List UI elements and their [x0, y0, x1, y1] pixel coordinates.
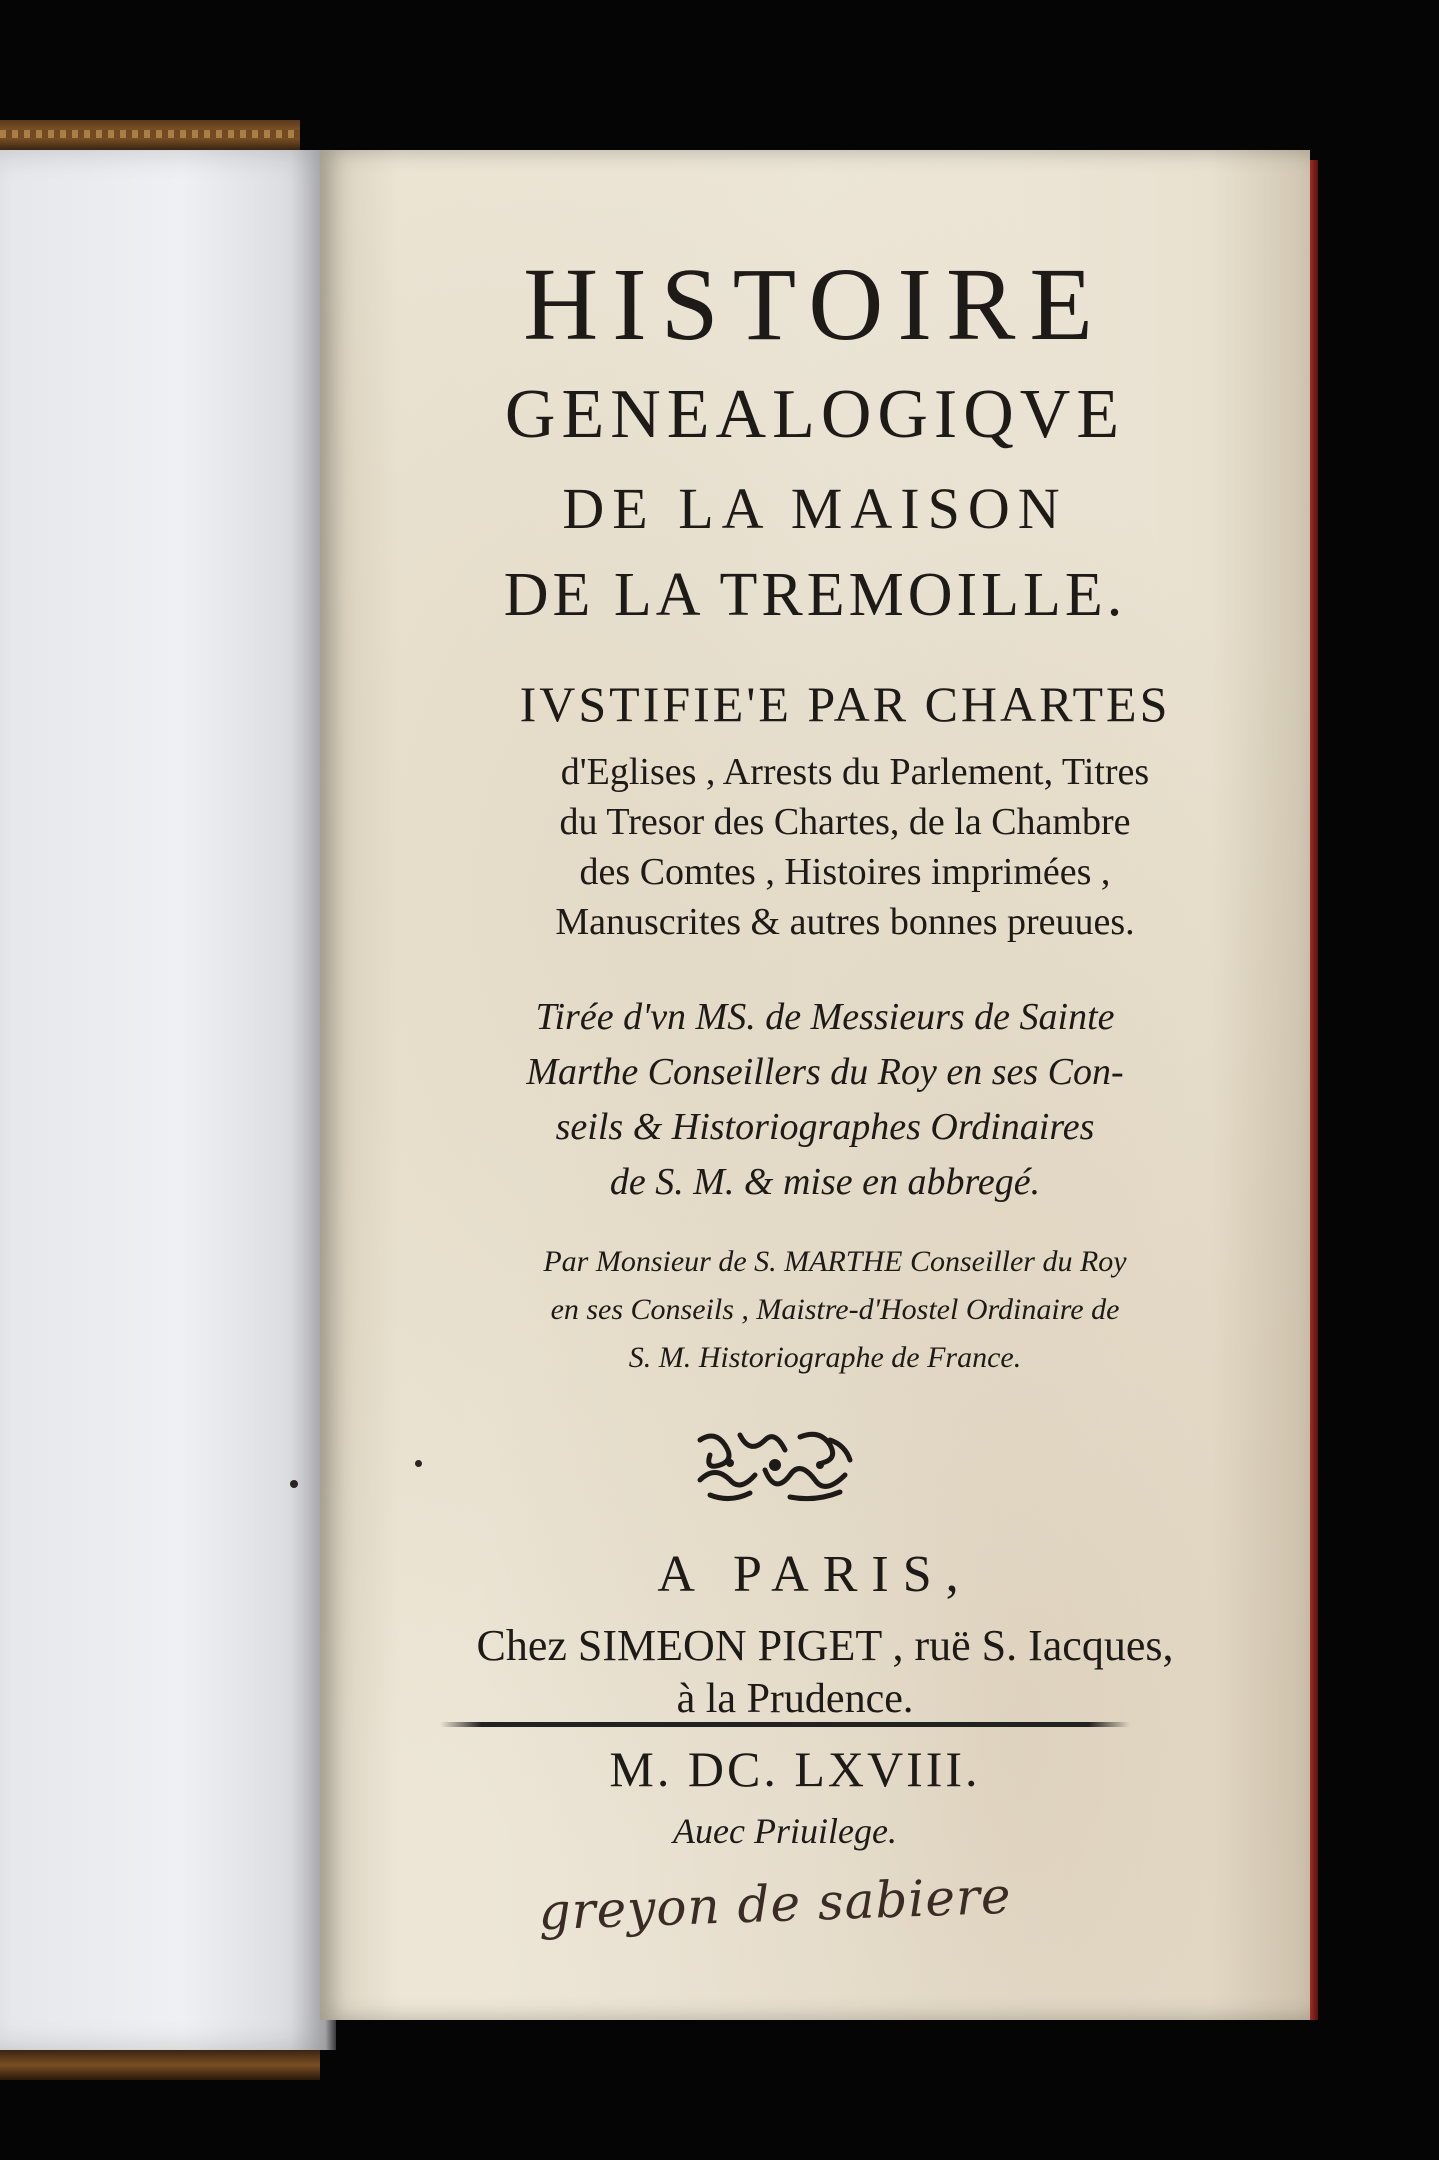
handwritten-signature: greyon de sabiere — [537, 1866, 1013, 1942]
ink-speck — [290, 1480, 298, 1488]
gilt-binding-edge-bottom — [0, 2050, 320, 2080]
title-histoire: HISTOIRE — [523, 247, 1107, 362]
title-page — [320, 150, 1310, 2020]
title-tremoille: DE LA TREMOILLE. — [503, 561, 1127, 629]
imprint-date: M. DC. LXVIII. — [609, 1741, 981, 1797]
justified-text-line: Manuscrites & autres bonnes preuues. — [555, 901, 1135, 943]
ink-speck — [415, 1460, 422, 1467]
source-text-line: seils & Historiographes Ordinaires — [555, 1106, 1095, 1148]
imprint-publisher: Chez SIMEON PIGET , ruë S. Iacques, — [476, 1621, 1174, 1670]
title-de-la-maison: DE LA MAISON — [562, 476, 1068, 541]
source-text-line: Tirée d'vn MS. de Messieurs de Sainte — [535, 996, 1115, 1038]
title-genealogique: GENEALOGIQVE — [504, 376, 1126, 453]
author-line: Par Monsieur de S. MARTHE Conseiller du Roy — [543, 1245, 1127, 1278]
justified-text-line: des Comtes , Histoires imprimées , — [579, 851, 1111, 893]
author-line: S. M. Historiographe de France. — [628, 1341, 1022, 1374]
justified-heading: IVSTIFIE'E PAR CHARTES — [519, 676, 1171, 732]
printers-ornament — [690, 1425, 860, 1505]
imprint-sign: à la Prudence. — [676, 1676, 914, 1722]
gilt-binding-edge-top — [0, 120, 300, 150]
blank-left-leaf — [0, 150, 330, 2050]
imprint-city: A PARIS, — [657, 1546, 973, 1603]
source-text-line: de S. M. & mise en abbregé. — [609, 1161, 1041, 1203]
source-text-line: Marthe Conseillers du Roy en ses Con- — [526, 1051, 1124, 1093]
justified-text-line: d'Eglises , Arrests du Parlement, Titres — [560, 751, 1150, 793]
imprint-rule — [440, 1722, 1130, 1727]
justified-text-line: du Tresor des Chartes, de la Chambre — [559, 801, 1131, 843]
privilege-note: Auec Priuilege. — [673, 1811, 897, 1851]
author-line: en ses Conseils , Maistre-d'Hostel Ordinaire de — [550, 1293, 1120, 1326]
